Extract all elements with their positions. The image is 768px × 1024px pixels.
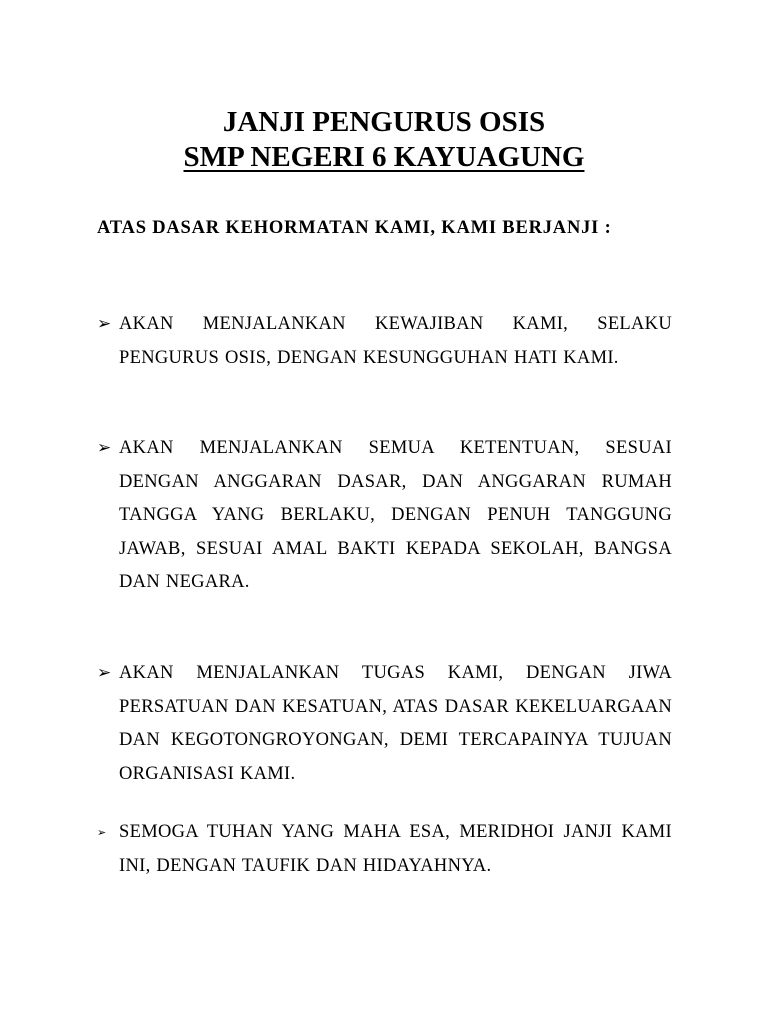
list-item: [97, 816, 672, 883]
intro-paragraph: ATAS DASAR KEHORMATAN KAMI, KAMI BERJANJI :: [97, 218, 612, 238]
list-item-text: AKAN MENJALANKAN TUGAS KAMI, DENGAN JIWA PERSATUAN DAN KESATUAN, ATAS DASAR KEKELUARGAAN DAN KEGOTONGROYONGAN, DEMI TERCAPAINYA TUJUAN ORGANISASI KAMI.: [119, 663, 672, 784]
list-item-text: SEMOGA TUHAN YANG MAHA ESA, MERIDHOI JANJI KAMI INI, DENGAN TAUFIK DAN HIDAYAHNYA.: [119, 822, 672, 876]
list-item: [97, 657, 672, 791]
list-item: [97, 432, 672, 600]
arrow-bullet-icon: ➢: [97, 314, 112, 334]
arrow-bullet-icon: ➢: [97, 826, 107, 839]
document-title: JANJI PENGURUS OSIS: [222, 106, 546, 138]
school-name-heading: SMP NEGERI 6 KAYUAGUNG: [183, 141, 585, 173]
list-item: [97, 308, 672, 375]
list-item-text: AKAN MENJALANKAN KEWAJIBAN KAMI, SELAKU PENGURUS OSIS, DENGAN KESUNGGUHAN HATI KAMI.: [119, 314, 672, 368]
arrow-bullet-icon: ➢: [97, 663, 112, 683]
arrow-bullet-icon: ➢: [97, 438, 112, 458]
list-item-text: AKAN MENJALANKAN SEMUA KETENTUAN, SESUAI DENGAN ANGGARAN DASAR, DAN ANGGARAN RUMAH TANGGA YANG BERLAKU, DENGAN PENUH TANGGUNG JAWAB, SESUAI AMAL BAKTI KEPADA SEKOLAH, BANGSA DAN NEGARA.: [119, 438, 672, 592]
